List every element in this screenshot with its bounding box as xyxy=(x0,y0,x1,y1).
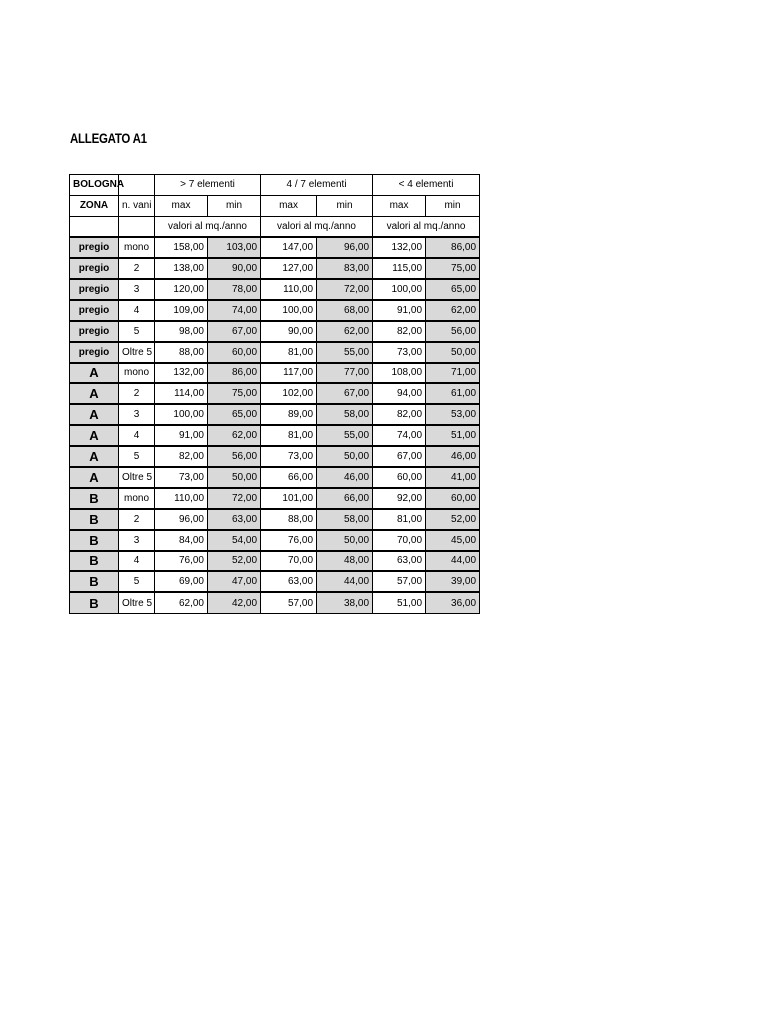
max-value-cell: 81,00 xyxy=(373,509,426,530)
header-city: BOLOGNA xyxy=(70,175,119,196)
table-row xyxy=(70,425,480,446)
min-value-cell: 60,00 xyxy=(426,488,480,509)
max-value-cell: 91,00 xyxy=(155,425,208,446)
min-value-cell: 71,00 xyxy=(426,363,480,384)
zona-cell: A xyxy=(70,425,119,446)
max-value-cell: 102,00 xyxy=(261,383,317,404)
min-value-cell: 83,00 xyxy=(317,258,373,279)
table-row xyxy=(70,551,480,572)
table-row xyxy=(70,571,480,592)
max-value-cell: 88,00 xyxy=(155,342,208,363)
vani-cell: 4 xyxy=(119,551,155,572)
min-value-cell: 46,00 xyxy=(426,446,480,467)
min-value-cell: 44,00 xyxy=(426,551,480,572)
min-value-cell: 39,00 xyxy=(426,571,480,592)
max-value-cell: 100,00 xyxy=(373,279,426,300)
max-value-cell: 127,00 xyxy=(261,258,317,279)
min-value-cell: 72,00 xyxy=(317,279,373,300)
max-value-cell: 90,00 xyxy=(261,321,317,342)
max-value-cell: 73,00 xyxy=(261,446,317,467)
min-value-cell: 52,00 xyxy=(208,551,261,572)
table-row xyxy=(70,258,480,279)
zona-cell: A xyxy=(70,404,119,425)
header-unit: valori al mq./anno xyxy=(373,216,480,237)
table-row xyxy=(70,404,480,425)
max-value-cell: 67,00 xyxy=(373,446,426,467)
vani-cell: 2 xyxy=(119,383,155,404)
min-value-cell: 55,00 xyxy=(317,425,373,446)
min-value-cell: 103,00 xyxy=(208,237,261,258)
max-value-cell: 108,00 xyxy=(373,363,426,384)
max-value-cell: 96,00 xyxy=(155,509,208,530)
zona-cell: pregio xyxy=(70,237,119,258)
vani-cell: Oltre 5 xyxy=(119,467,155,488)
zona-cell: B xyxy=(70,551,119,572)
min-value-cell: 41,00 xyxy=(426,467,480,488)
min-value-cell: 56,00 xyxy=(208,446,261,467)
vani-cell: 3 xyxy=(119,404,155,425)
min-value-cell: 90,00 xyxy=(208,258,261,279)
header-empty-cell xyxy=(70,216,119,237)
min-value-cell: 67,00 xyxy=(208,321,261,342)
max-value-cell: 60,00 xyxy=(373,467,426,488)
min-value-cell: 58,00 xyxy=(317,404,373,425)
table-row xyxy=(70,467,480,488)
min-value-cell: 53,00 xyxy=(426,404,480,425)
header-min: min xyxy=(208,195,261,216)
zona-cell: pregio xyxy=(70,279,119,300)
max-value-cell: 82,00 xyxy=(373,404,426,425)
zona-cell: A xyxy=(70,446,119,467)
header-row-maxmin xyxy=(70,195,480,216)
min-value-cell: 55,00 xyxy=(317,342,373,363)
max-value-cell: 120,00 xyxy=(155,279,208,300)
max-value-cell: 109,00 xyxy=(155,300,208,321)
header-group-over-7: > 7 elementi xyxy=(155,175,261,196)
vani-cell: 2 xyxy=(119,258,155,279)
max-value-cell: 147,00 xyxy=(261,237,317,258)
max-value-cell: 57,00 xyxy=(261,592,317,613)
header-row-groups xyxy=(70,175,480,196)
min-value-cell: 58,00 xyxy=(317,509,373,530)
min-value-cell: 54,00 xyxy=(208,530,261,551)
max-value-cell: 88,00 xyxy=(261,509,317,530)
max-value-cell: 138,00 xyxy=(155,258,208,279)
header-zona: ZONA xyxy=(70,195,119,216)
zona-cell: pregio xyxy=(70,258,119,279)
min-value-cell: 45,00 xyxy=(426,530,480,551)
table-row xyxy=(70,363,480,384)
table-row xyxy=(70,530,480,551)
header-group-under-4: < 4 elementi xyxy=(373,175,480,196)
vani-cell: 3 xyxy=(119,530,155,551)
table-row xyxy=(70,592,480,613)
max-value-cell: 81,00 xyxy=(261,425,317,446)
vani-cell: Oltre 5 xyxy=(119,342,155,363)
max-value-cell: 91,00 xyxy=(373,300,426,321)
max-value-cell: 63,00 xyxy=(261,571,317,592)
table-row xyxy=(70,446,480,467)
min-value-cell: 56,00 xyxy=(426,321,480,342)
max-value-cell: 110,00 xyxy=(155,488,208,509)
max-value-cell: 132,00 xyxy=(373,237,426,258)
header-n-vani: n. vani xyxy=(119,195,155,216)
max-value-cell: 70,00 xyxy=(373,530,426,551)
min-value-cell: 62,00 xyxy=(426,300,480,321)
zona-cell: A xyxy=(70,467,119,488)
max-value-cell: 89,00 xyxy=(261,404,317,425)
min-value-cell: 50,00 xyxy=(426,342,480,363)
min-value-cell: 63,00 xyxy=(208,509,261,530)
vani-cell: 5 xyxy=(119,571,155,592)
max-value-cell: 76,00 xyxy=(155,551,208,572)
zona-cell: pregio xyxy=(70,300,119,321)
zona-cell: A xyxy=(70,363,119,384)
max-value-cell: 117,00 xyxy=(261,363,317,384)
vani-cell: 5 xyxy=(119,446,155,467)
header-row-unit xyxy=(70,216,480,237)
max-value-cell: 94,00 xyxy=(373,383,426,404)
rent-values-table xyxy=(69,174,480,614)
min-value-cell: 65,00 xyxy=(426,279,480,300)
max-value-cell: 57,00 xyxy=(373,571,426,592)
table-row xyxy=(70,237,480,258)
max-value-cell: 82,00 xyxy=(373,321,426,342)
max-value-cell: 92,00 xyxy=(373,488,426,509)
table-row xyxy=(70,383,480,404)
max-value-cell: 69,00 xyxy=(155,571,208,592)
min-value-cell: 65,00 xyxy=(208,404,261,425)
min-value-cell: 44,00 xyxy=(317,571,373,592)
vani-cell: mono xyxy=(119,237,155,258)
max-value-cell: 132,00 xyxy=(155,363,208,384)
min-value-cell: 61,00 xyxy=(426,383,480,404)
min-value-cell: 74,00 xyxy=(208,300,261,321)
max-value-cell: 73,00 xyxy=(373,342,426,363)
table-row xyxy=(70,509,480,530)
max-value-cell: 110,00 xyxy=(261,279,317,300)
header-unit: valori al mq./anno xyxy=(261,216,373,237)
max-value-cell: 76,00 xyxy=(261,530,317,551)
vani-cell: 4 xyxy=(119,425,155,446)
zona-cell: B xyxy=(70,571,119,592)
min-value-cell: 51,00 xyxy=(426,425,480,446)
vani-cell: Oltre 5 xyxy=(119,592,155,613)
document-title: ALLEGATO A1 xyxy=(70,130,147,146)
min-value-cell: 62,00 xyxy=(208,425,261,446)
vani-cell: 3 xyxy=(119,279,155,300)
min-value-cell: 62,00 xyxy=(317,321,373,342)
header-empty-cell xyxy=(119,216,155,237)
vani-cell: 5 xyxy=(119,321,155,342)
min-value-cell: 50,00 xyxy=(208,467,261,488)
vani-cell: mono xyxy=(119,488,155,509)
min-value-cell: 50,00 xyxy=(317,530,373,551)
zona-cell: B xyxy=(70,530,119,551)
header-group-4-7: 4 / 7 elementi xyxy=(261,175,373,196)
min-value-cell: 86,00 xyxy=(426,237,480,258)
max-value-cell: 100,00 xyxy=(155,404,208,425)
min-value-cell: 67,00 xyxy=(317,383,373,404)
min-value-cell: 42,00 xyxy=(208,592,261,613)
max-value-cell: 100,00 xyxy=(261,300,317,321)
max-value-cell: 82,00 xyxy=(155,446,208,467)
zona-cell: A xyxy=(70,383,119,404)
min-value-cell: 75,00 xyxy=(208,383,261,404)
vani-cell: mono xyxy=(119,363,155,384)
min-value-cell: 60,00 xyxy=(208,342,261,363)
table-row xyxy=(70,488,480,509)
vani-cell: 4 xyxy=(119,300,155,321)
min-value-cell: 68,00 xyxy=(317,300,373,321)
max-value-cell: 63,00 xyxy=(373,551,426,572)
header-max: max xyxy=(373,195,426,216)
max-value-cell: 66,00 xyxy=(261,467,317,488)
max-value-cell: 101,00 xyxy=(261,488,317,509)
min-value-cell: 47,00 xyxy=(208,571,261,592)
header-max: max xyxy=(261,195,317,216)
header-min: min xyxy=(317,195,373,216)
max-value-cell: 51,00 xyxy=(373,592,426,613)
max-value-cell: 74,00 xyxy=(373,425,426,446)
max-value-cell: 98,00 xyxy=(155,321,208,342)
max-value-cell: 84,00 xyxy=(155,530,208,551)
min-value-cell: 72,00 xyxy=(208,488,261,509)
zona-cell: pregio xyxy=(70,342,119,363)
table-row xyxy=(70,279,480,300)
min-value-cell: 50,00 xyxy=(317,446,373,467)
table-row xyxy=(70,300,480,321)
min-value-cell: 52,00 xyxy=(426,509,480,530)
min-value-cell: 66,00 xyxy=(317,488,373,509)
table-row xyxy=(70,342,480,363)
max-value-cell: 70,00 xyxy=(261,551,317,572)
zona-cell: pregio xyxy=(70,321,119,342)
table-row xyxy=(70,321,480,342)
header-max: max xyxy=(155,195,208,216)
max-value-cell: 81,00 xyxy=(261,342,317,363)
zona-cell: B xyxy=(70,488,119,509)
max-value-cell: 114,00 xyxy=(155,383,208,404)
min-value-cell: 36,00 xyxy=(426,592,480,613)
zona-cell: B xyxy=(70,509,119,530)
header-unit: valori al mq./anno xyxy=(155,216,261,237)
min-value-cell: 86,00 xyxy=(208,363,261,384)
max-value-cell: 73,00 xyxy=(155,467,208,488)
max-value-cell: 62,00 xyxy=(155,592,208,613)
min-value-cell: 38,00 xyxy=(317,592,373,613)
min-value-cell: 75,00 xyxy=(426,258,480,279)
min-value-cell: 48,00 xyxy=(317,551,373,572)
max-value-cell: 115,00 xyxy=(373,258,426,279)
min-value-cell: 46,00 xyxy=(317,467,373,488)
zona-cell: B xyxy=(70,592,119,613)
vani-cell: 2 xyxy=(119,509,155,530)
min-value-cell: 96,00 xyxy=(317,237,373,258)
header-min: min xyxy=(426,195,480,216)
min-value-cell: 77,00 xyxy=(317,363,373,384)
max-value-cell: 158,00 xyxy=(155,237,208,258)
min-value-cell: 78,00 xyxy=(208,279,261,300)
